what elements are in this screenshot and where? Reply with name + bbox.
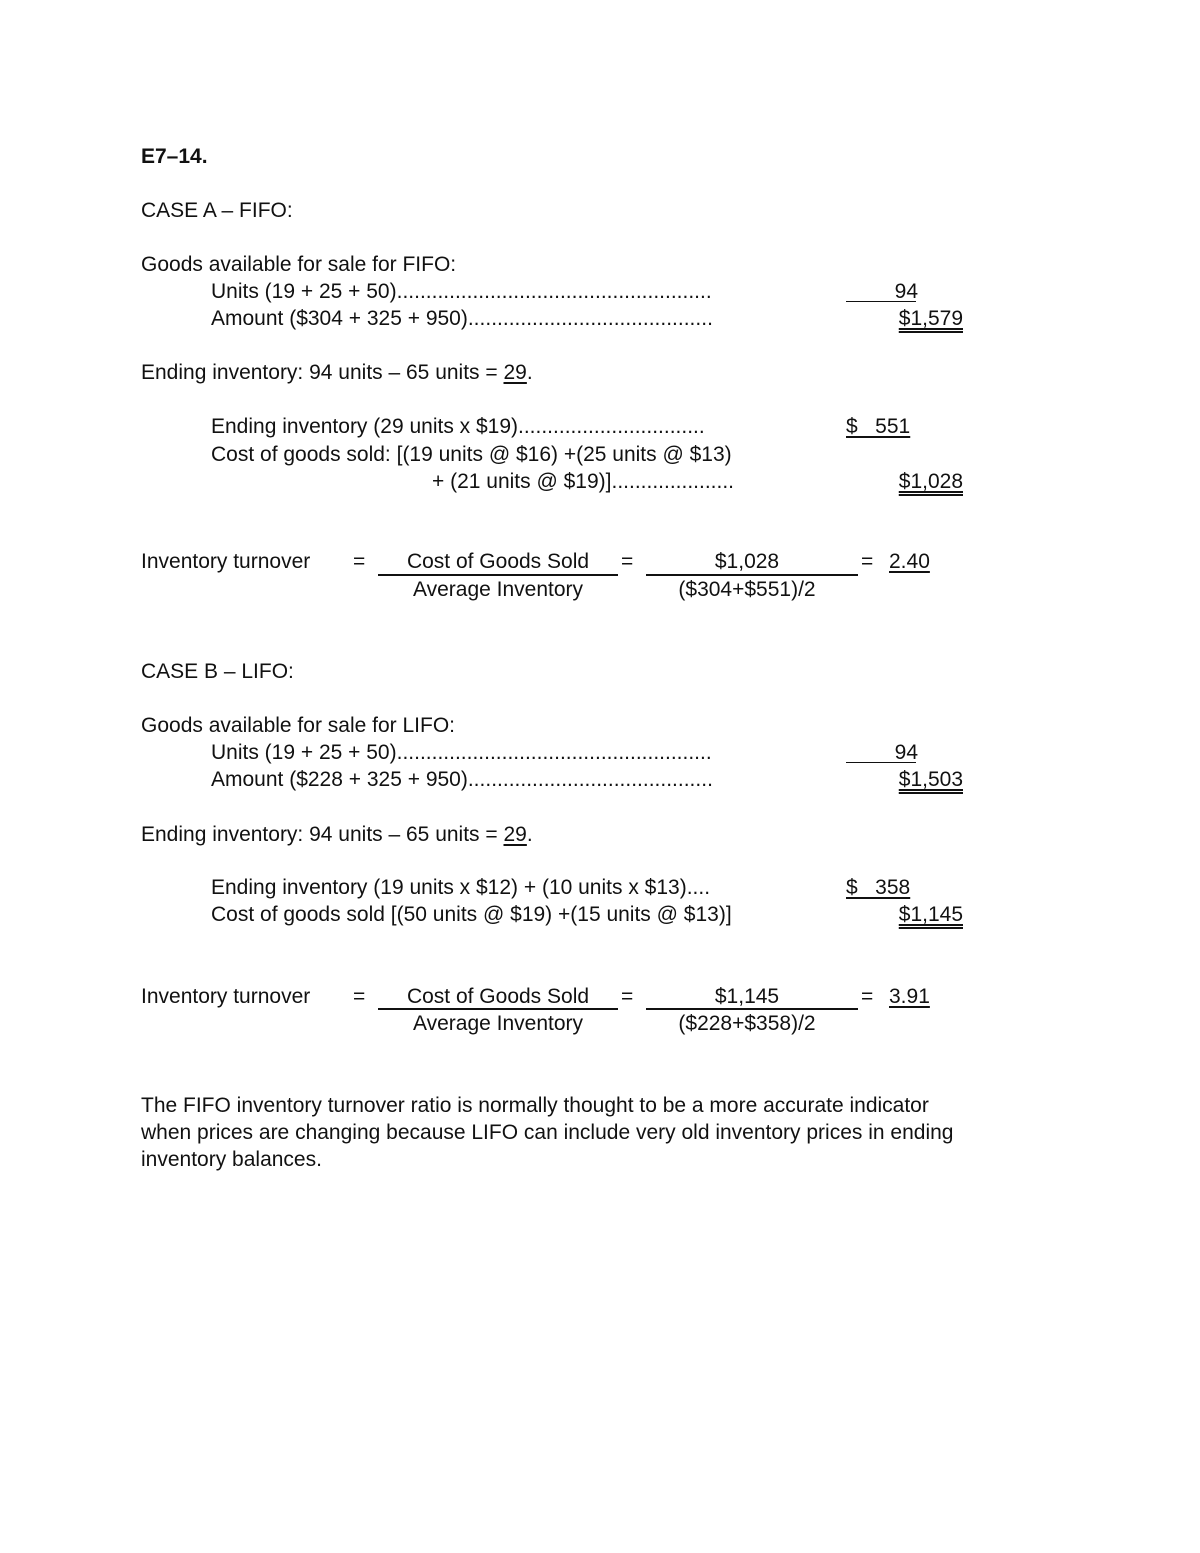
case-b-denominator-value: ($228+$358)/2: [678, 1012, 816, 1035]
case-a-goods-heading: Goods available for sale for FIFO:: [141, 253, 457, 276]
case-b-numerator-value: $1,145: [714, 985, 780, 1008]
case-b-units-label: Units (19 + 25 + 50)......................................................: [211, 741, 712, 764]
case-a-amount-label: Amount ($304 + 325 + 950)..........................................: [211, 307, 713, 330]
case-b-eq1: =: [353, 985, 366, 1008]
case-a-cogs-line2: + (21 units @ $19)].....................: [432, 470, 735, 493]
case-a-eq3: =: [861, 550, 874, 573]
case-b-amount-label: Amount ($228 + 325 + 950)..........................................: [211, 768, 713, 791]
case-b-heading: CASE B – LIFO:: [141, 660, 294, 683]
case-a-turnover-result: 2.40: [889, 550, 930, 573]
case-b-eq2: =: [621, 985, 634, 1008]
case-b-ending-inv-label: Ending inventory (19 units x $12) + (10 units x $13)....: [211, 876, 711, 899]
case-b-units-value: 94: [894, 741, 918, 764]
case-b-ending-calc-result: 29: [503, 823, 527, 846]
case-a-ending-inv-value: $ 551: [846, 415, 911, 438]
case-a-eq1: =: [353, 550, 366, 573]
case-a-ending-calc: [141, 359, 533, 386]
case-b-ending-calc: [141, 821, 533, 848]
case-b-denominator-label: Average Inventory: [412, 1012, 584, 1035]
case-a-denominator-value: ($304+$551)/2: [678, 578, 816, 601]
case-b-cogs-line1: Cost of goods sold [(50 units @ $19) +(15 units @ $13)]: [211, 903, 732, 926]
case-a-numerator-value: $1,028: [714, 550, 780, 573]
case-b-eq3: =: [861, 985, 874, 1008]
case-a-eq2: =: [621, 550, 634, 573]
case-b-turnover-label: Inventory turnover: [141, 985, 311, 1008]
exercise-title: E7–14.: [141, 145, 208, 168]
conclusion-line-1: The FIFO inventory turnover ratio is normally thought to be a more accurate indicator: [141, 1094, 929, 1117]
conclusion-line-3: inventory balances.: [141, 1148, 322, 1171]
case-a-ending-inv-label: Ending inventory (29 units x $19)................................: [211, 415, 705, 438]
case-a-cogs-value: $1,028: [898, 470, 963, 493]
case-b-ending-calc-suffix: .: [526, 823, 533, 846]
case-a-numerator-label: Cost of Goods Sold: [406, 550, 590, 573]
conclusion-line-2: when prices are changing because LIFO can include very old inventory prices in ending: [141, 1121, 954, 1144]
case-b-goods-heading: Goods available for sale for LIFO:: [141, 714, 455, 737]
case-a-units-value: 94: [894, 280, 918, 303]
case-b-ending-inv-value: $ 358: [846, 876, 911, 899]
case-a-denominator-label: Average Inventory: [412, 578, 584, 601]
case-a-heading: CASE A – FIFO:: [141, 199, 293, 222]
case-a-cogs-line1: Cost of goods sold: [(19 units @ $16) +(25 units @ $13): [211, 443, 732, 466]
case-a-ending-calc-result: 29: [503, 361, 527, 384]
case-a-ending-calc-suffix: .: [526, 361, 533, 384]
case-b-numerator-label: Cost of Goods Sold: [406, 985, 590, 1008]
case-a-turnover-label: Inventory turnover: [141, 550, 311, 573]
case-a-ending-calc-prefix: Ending inventory: 94 units – 65 units =: [141, 361, 504, 384]
case-a-units-label: Units (19 + 25 + 50)......................................................: [211, 280, 712, 303]
case-a-amount-value: $1,579: [898, 307, 963, 330]
case-b-ending-calc-prefix: Ending inventory: 94 units – 65 units =: [141, 823, 504, 846]
case-b-turnover-result: 3.91: [889, 985, 930, 1008]
case-b-cogs-value: $1,145: [898, 903, 963, 926]
case-b-amount-value: $1,503: [898, 768, 963, 791]
